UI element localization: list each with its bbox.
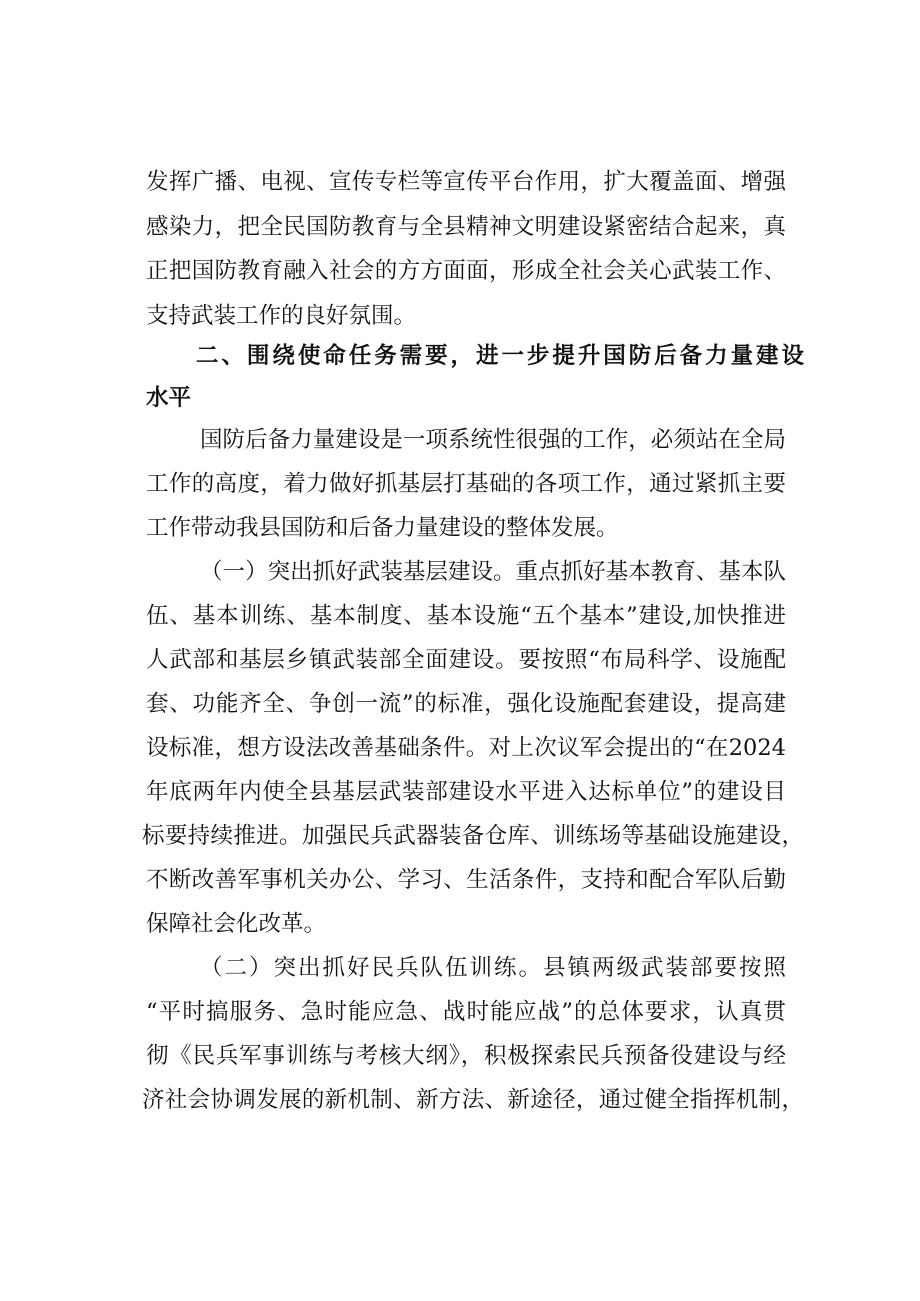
paragraph-4-line-1: （二）突出抓好民兵队伍训练。县镇两级武装部要按照 bbox=[200, 955, 786, 981]
paragraph-4-line-4: 济社会协调发展的新机制、新方法、新途径，通过健全指挥机制， bbox=[142, 1087, 804, 1113]
paragraph-3-line-5: 设标准，想方设法改善基础条件。对上次议军会提出的“在2024 bbox=[146, 735, 786, 761]
paragraph-3-line-8: 不断改善军事机关办公、学习、生活条件，支持和配合军队后勤 bbox=[146, 867, 786, 893]
paragraph-1-line-3: 正把国防教育融入社会的方方面面，形成全社会关心武装工作、 bbox=[146, 258, 786, 284]
paragraph-3-line-1: （一）突出抓好武装基层建设。重点抓好基本教育、基本队 bbox=[200, 559, 786, 585]
section-heading-line-2: 水平 bbox=[146, 385, 192, 411]
paragraph-3-line-6: 年底两年内使全县基层武装部建设水平进入达标单位”的建设目 bbox=[146, 779, 786, 805]
section-heading-line-1: 二、围绕使命任务需要，进一步提升国防后备力量建设 bbox=[196, 343, 804, 369]
paragraph-2-line-1: 国防后备力量建设是一项系统性很强的工作，必须站在全局 bbox=[200, 427, 786, 453]
paragraph-2-line-3: 工作带动我县国防和后备力量建设的整体发展。 bbox=[146, 515, 619, 541]
paragraph-1-line-2: 感染力，把全民国防教育与全县精神文明建设紧密结合起来，真 bbox=[146, 214, 786, 240]
paragraph-3-line-7: 标要持续推进。加强民兵武器装备仓库、训练场等基础设施建设， bbox=[142, 823, 804, 849]
paragraph-1-line-1: 发挥广播、电视、宣传专栏等宣传平台作用，扩大覆盖面、增强 bbox=[146, 169, 786, 195]
paragraph-1-line-4: 支持武装工作的良好氛围。 bbox=[146, 303, 417, 329]
paragraph-3-line-4: 套、功能齐全、争创一流”的标准，强化设施配套建设，提高建 bbox=[146, 691, 786, 717]
paragraph-2-line-2: 工作的高度，着力做好抓基层打基础的各项工作，通过紧抓主要 bbox=[146, 471, 786, 497]
paragraph-4-line-3: 彻《民兵军事训练与考核大纲》，积极探索民兵预备役建设与经 bbox=[146, 1043, 786, 1069]
paragraph-3-line-2: 伍、基本训练、基本制度、基本设施“五个基本”建设,加快推进 bbox=[146, 603, 786, 629]
paragraph-3-line-9: 保障社会化改革。 bbox=[146, 911, 327, 937]
paragraph-4-line-2: “平时搞服务、急时能应急、战时能应战”的总体要求，认真贯 bbox=[146, 999, 786, 1025]
paragraph-3-line-3: 人武部和基层乡镇武装部全面建设。要按照“布局科学、设施配 bbox=[146, 647, 786, 673]
